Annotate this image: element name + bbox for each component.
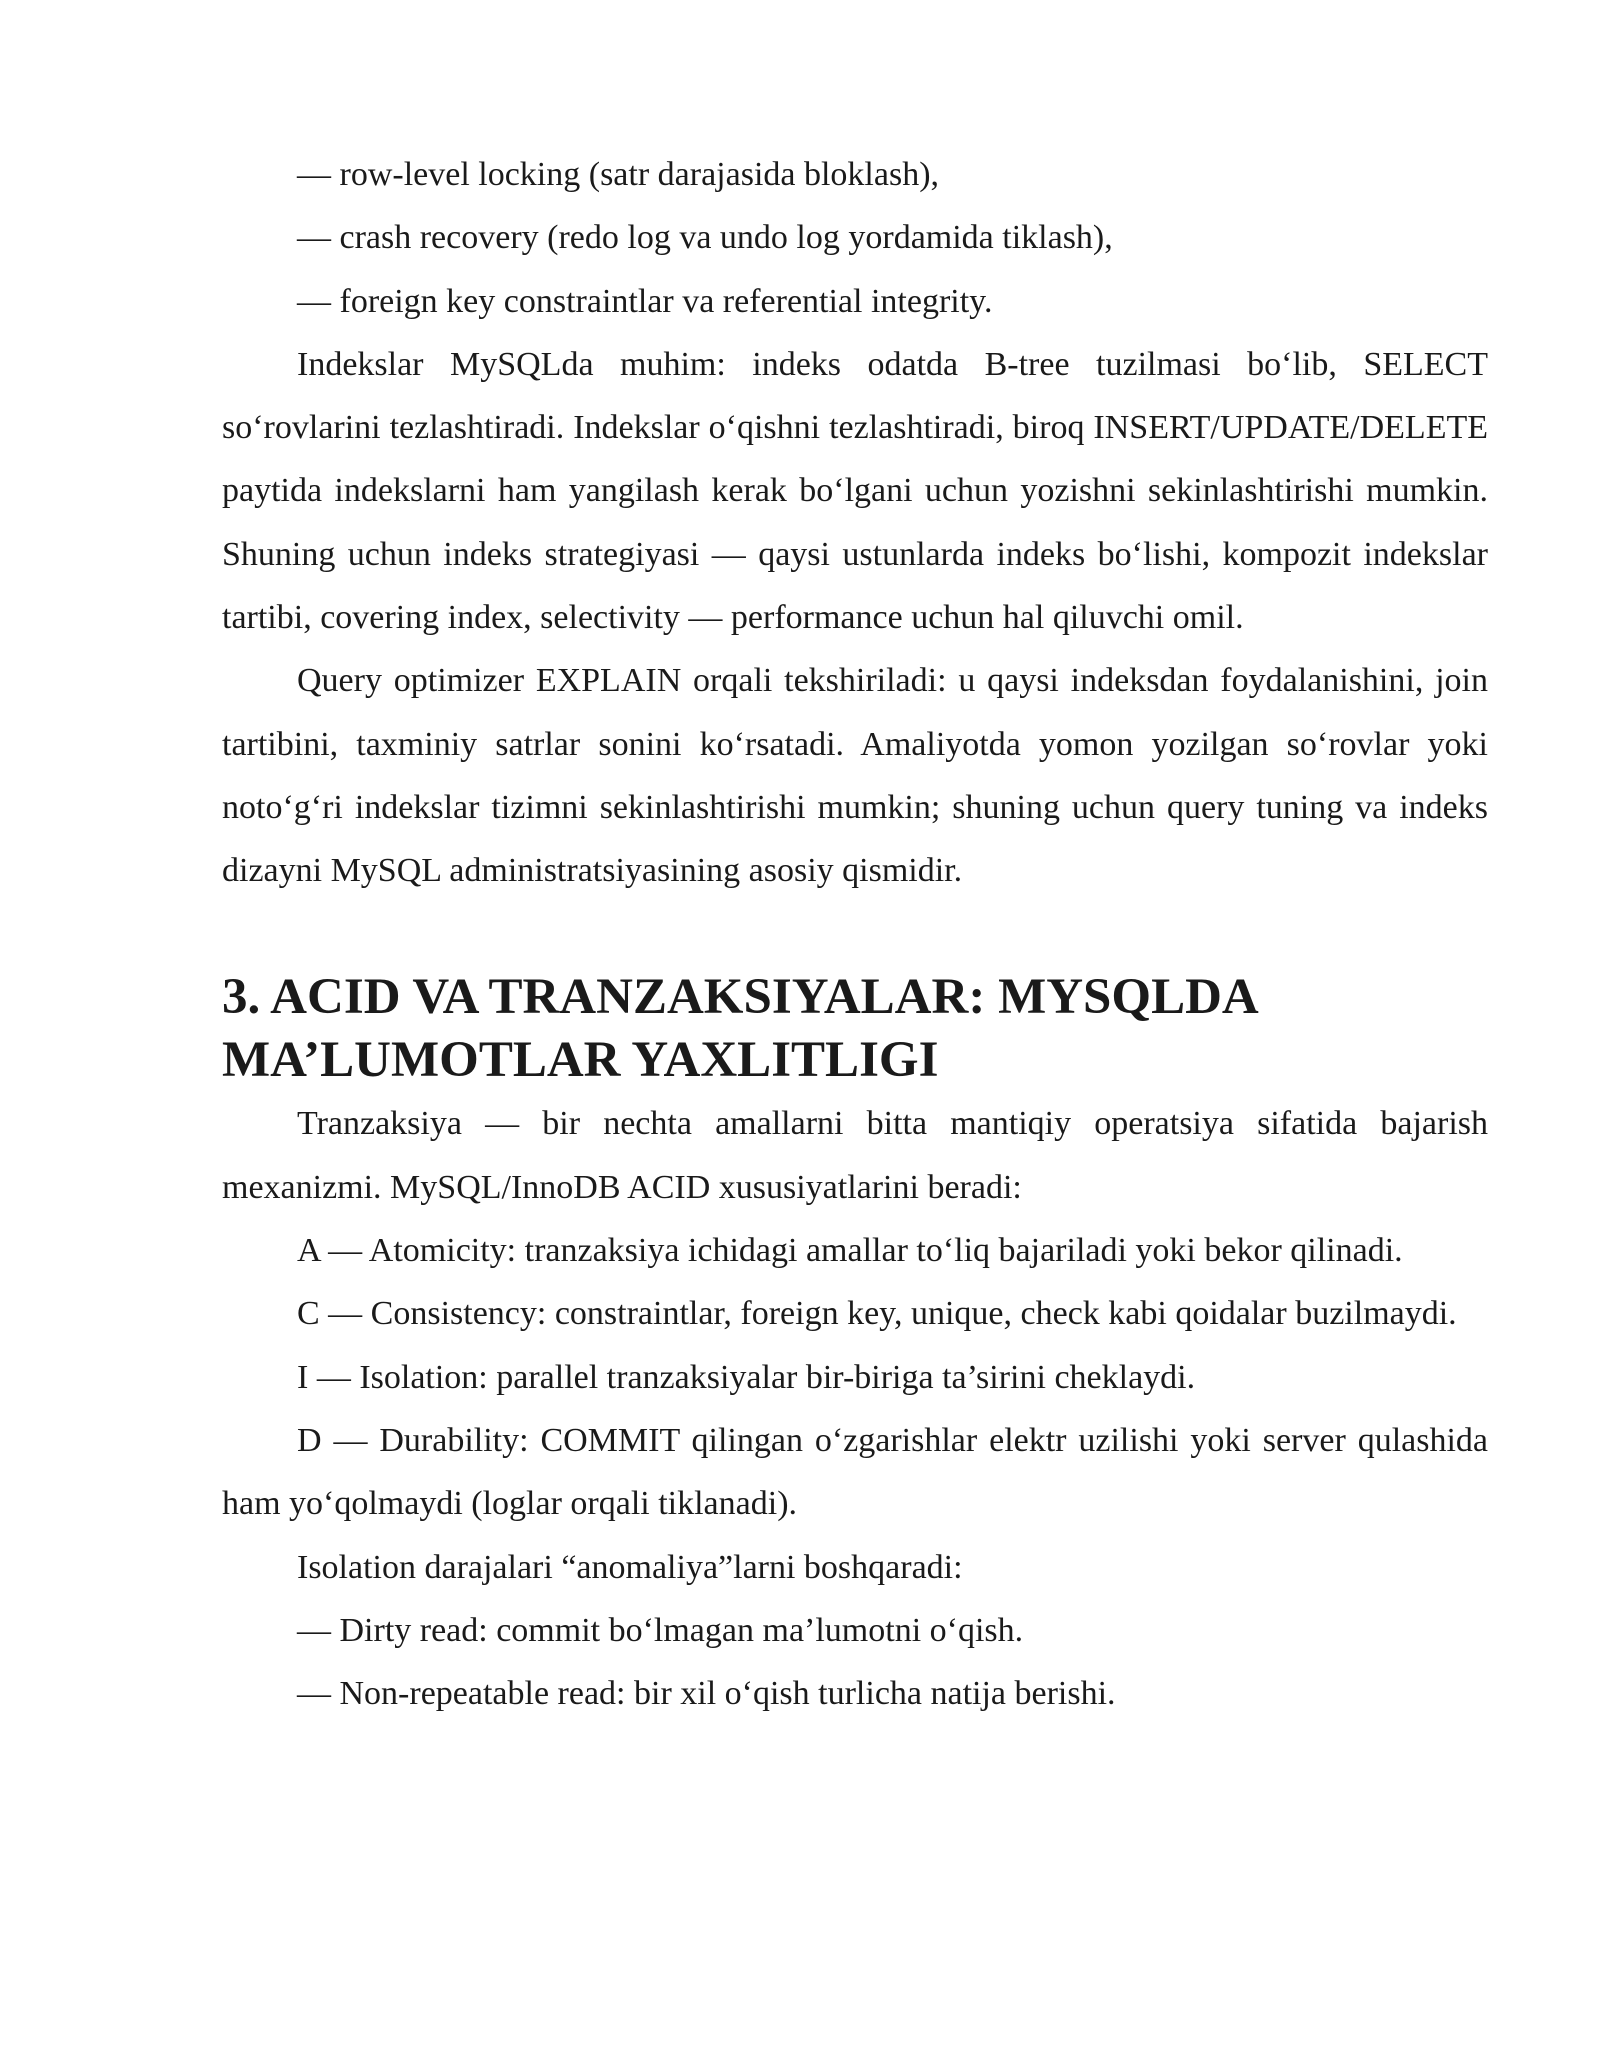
paragraph-indexes: Indekslar MySQLda muhim: indeks odatda B-tree tuzilmasi bo‘lib, SELECT so‘rovlarini tezlashtiradi. Indekslar o‘qishni tezlashtiradi, biroq INSERT/UPDATE/DELETE paytida indekslarni ham yangilash kerak bo‘lgani uchun yozishni sekinlashtirishi mumkin. Shuning uchun indeks strategiyasi — qaysi ustunlarda indeks bo‘lishi, kompozit indekslar tartibi, covering index, selectivity — performance uchun hal qiluvchi omil. [222, 345, 1488, 637]
bullet-foreign-key: — foreign key constraintlar va referential integrity. [297, 282, 993, 320]
acid-durability: D — Durability: COMMIT qilingan o‘zgarishlar elektr uzilishi yoki server qulashida ham yo‘qolmaydi (loglar orqali tiklanadi). [222, 1421, 1488, 1523]
acid-isolation: I — Isolation: parallel tranzaksiyalar bir-biriga ta’sirini cheklaydi. [297, 1358, 1196, 1396]
paragraph-explain: Query optimizer EXPLAIN orqali tekshiriladi: u qaysi indeksdan foydalanishini, join tartibini, taxminiy satrlar sonini ko‘rsatadi. Amaliyotda yomon yozilgan so‘rovlar yoki noto‘g‘ri indekslar tizimni sekinlashtirishi mumkin; shuning uchun query tuning va indeks dizayni MySQL administratsiyasining asosiy qismidir. [222, 662, 1488, 890]
bullet-row-level-locking: — row-level locking (satr darajasida bloklash), [297, 156, 940, 193]
bullet-non-repeatable-read: — Non-repeatable read: bir xil o‘qish turlicha natija berishi. [297, 1675, 1116, 1713]
isolation-intro: Isolation darajalari “anomaliya”larni boshqaradi: [297, 1548, 963, 1586]
bullet-crash-recovery: — crash recovery (redo log va undo log yordamida tiklash), [297, 219, 1113, 257]
bullet-dirty-read: — Dirty read: commit bo‘lmagan ma’lumotni o‘qish. [297, 1611, 1024, 1649]
section-spacer [222, 903, 1488, 966]
acid-atomicity: A — Atomicity: tranzaksiya ichidagi amallar to‘liq bajariladi yoki bekor qilinadi. [297, 1232, 1403, 1270]
acid-consistency: C — Consistency: constraintlar, foreign key, unique, check kabi qoidalar buzilmaydi. [297, 1295, 1457, 1333]
page-content [222, 143, 1488, 1725]
section-heading: 3. ACID VA TRANZAKSIYALAR: MYSQLDA MA’LUMOTLAR YAXLITLIGI [222, 968, 1256, 1089]
paragraph-transaction: Tranzaksiya — bir nechta amallarni bitta mantiqiy operatsiya sifatida bajarish mexanizmi. MySQL/InnoDB ACID xususiyatlarini beradi: [222, 1105, 1488, 1206]
